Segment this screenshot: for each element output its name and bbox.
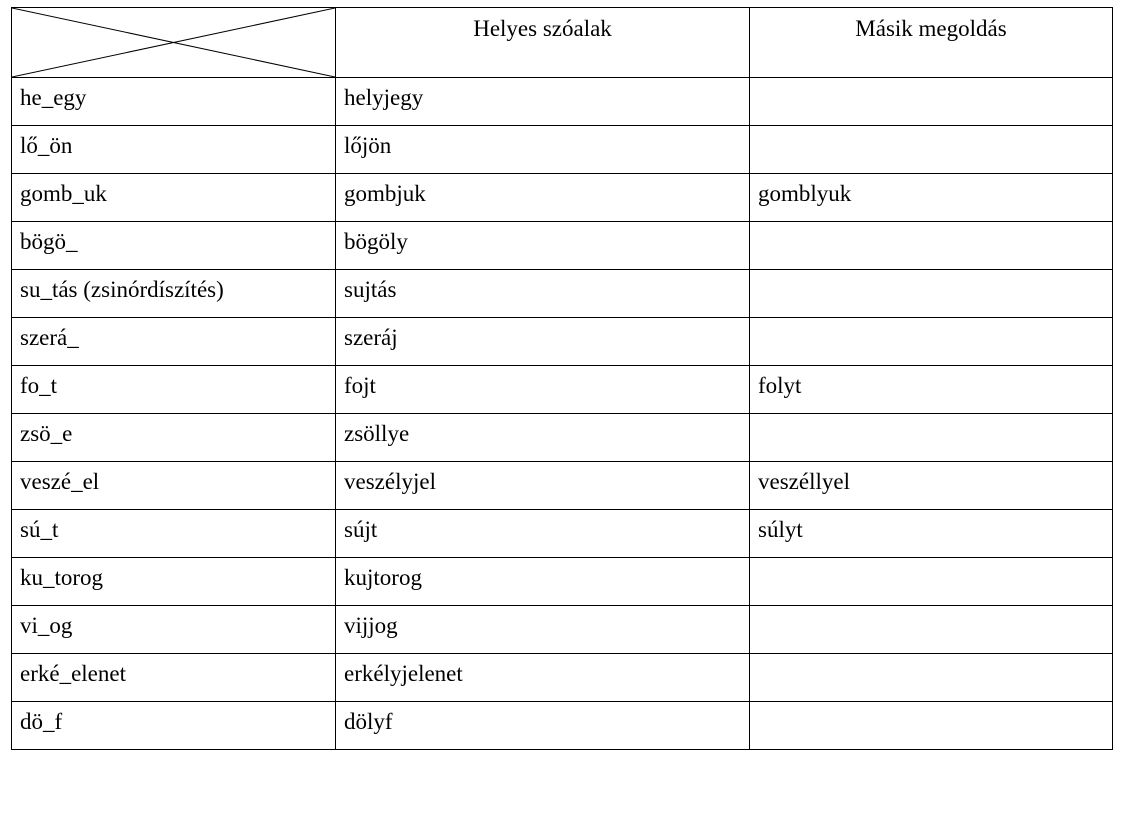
correct-form-cell: kujtorog xyxy=(336,558,750,606)
table-row xyxy=(12,606,1113,654)
alternative-solution-cell xyxy=(750,126,1113,174)
table-row xyxy=(12,270,1113,318)
gapped-word-cell: gomb_uk xyxy=(12,174,336,222)
alternative-solution-cell xyxy=(750,222,1113,270)
table-row xyxy=(12,414,1113,462)
table-row xyxy=(12,558,1113,606)
correct-form-cell: bögöly xyxy=(336,222,750,270)
alternative-solution-cell xyxy=(750,654,1113,702)
table-row xyxy=(12,366,1113,414)
alternative-solution-cell xyxy=(750,414,1113,462)
diagonal-corner-cell xyxy=(12,8,336,78)
alternative-solution-cell xyxy=(750,318,1113,366)
gapped-word-cell: sú_t xyxy=(12,510,336,558)
alternative-solution-cell xyxy=(750,606,1113,654)
alternative-solution-cell: gomblyuk xyxy=(750,174,1113,222)
gapped-word-cell: fo_t xyxy=(12,366,336,414)
gapped-word-cell: vi_og xyxy=(12,606,336,654)
alternative-solution-cell xyxy=(750,270,1113,318)
table-row xyxy=(12,702,1113,750)
table-row xyxy=(12,174,1113,222)
table-row xyxy=(12,510,1113,558)
alternative-solution-cell: folyt xyxy=(750,366,1113,414)
alternative-solution-cell xyxy=(750,702,1113,750)
alternative-solution-cell xyxy=(750,78,1113,126)
alternative-solution-cell: súlyt xyxy=(750,510,1113,558)
correct-form-cell: helyjegy xyxy=(336,78,750,126)
gapped-word-cell: su_tás (zsinórdíszítés) xyxy=(12,270,336,318)
correct-form-cell: veszélyjel xyxy=(336,462,750,510)
gapped-word-cell: ku_torog xyxy=(12,558,336,606)
header-row xyxy=(12,8,1113,78)
table-row xyxy=(12,462,1113,510)
table-row xyxy=(12,318,1113,366)
word-table xyxy=(11,7,1113,750)
correct-form-cell: vijjog xyxy=(336,606,750,654)
alternative-solution-cell xyxy=(750,558,1113,606)
correct-form-cell: sujtás xyxy=(336,270,750,318)
gapped-word-cell: bögö_ xyxy=(12,222,336,270)
table-row xyxy=(12,78,1113,126)
correct-form-cell: erkélyjelenet xyxy=(336,654,750,702)
column-header-alternative-solution: Másik megoldás xyxy=(750,8,1113,78)
table-row xyxy=(12,222,1113,270)
correct-form-cell: fojt xyxy=(336,366,750,414)
table-row xyxy=(12,654,1113,702)
gapped-word-cell: he_egy xyxy=(12,78,336,126)
correct-form-cell: gombjuk xyxy=(336,174,750,222)
correct-form-cell: dölyf xyxy=(336,702,750,750)
correct-form-cell: szeráj xyxy=(336,318,750,366)
gapped-word-cell: erké_elenet xyxy=(12,654,336,702)
correct-form-cell: zsöllye xyxy=(336,414,750,462)
gapped-word-cell: dö_f xyxy=(12,702,336,750)
gapped-word-cell: veszé_el xyxy=(12,462,336,510)
table-row xyxy=(12,126,1113,174)
gapped-word-cell: szerá_ xyxy=(12,318,336,366)
correct-form-cell: sújt xyxy=(336,510,750,558)
correct-form-cell: lőjön xyxy=(336,126,750,174)
gapped-word-cell: zsö_e xyxy=(12,414,336,462)
gapped-word-cell: lő_ön xyxy=(12,126,336,174)
diagonal-cross-lines xyxy=(12,8,335,77)
column-header-correct-form: Helyes szóalak xyxy=(336,8,750,78)
alternative-solution-cell: veszéllyel xyxy=(750,462,1113,510)
